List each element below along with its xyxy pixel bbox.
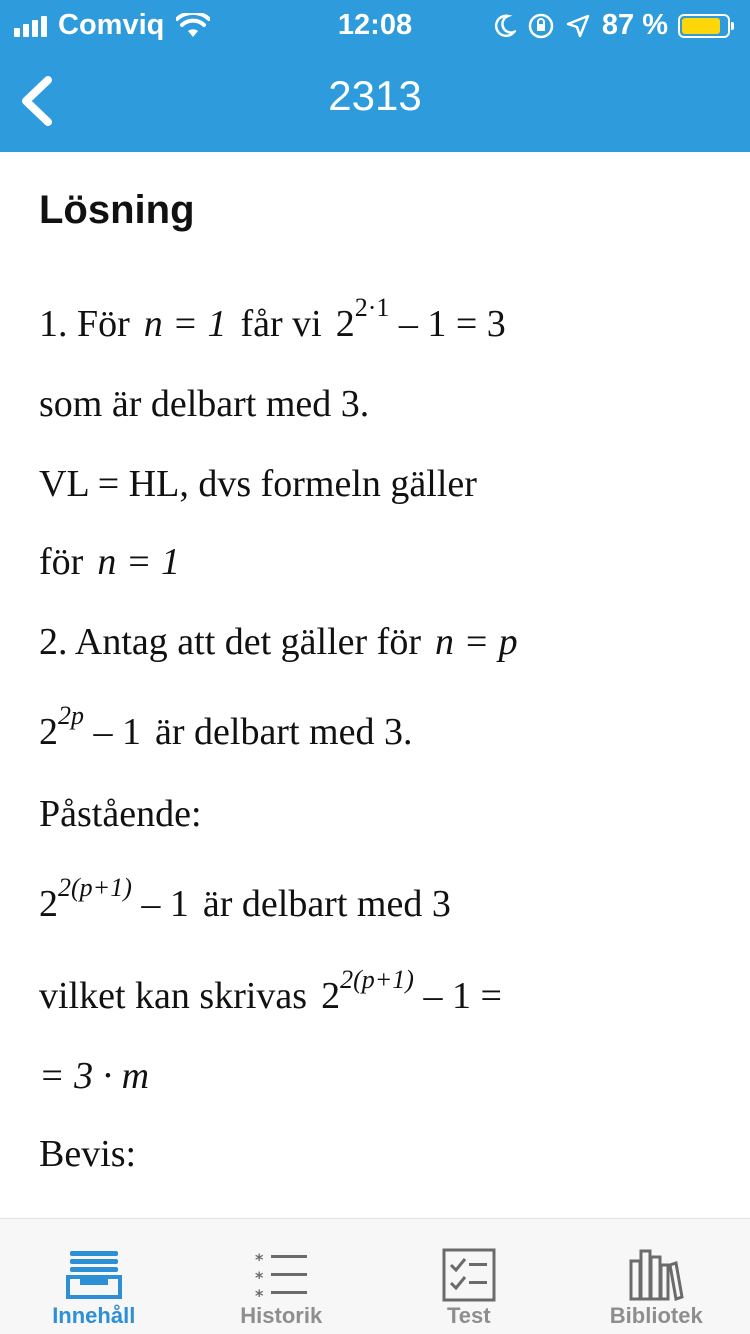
exponent: 2(p+1) bbox=[58, 873, 132, 903]
equation: – 1 = bbox=[423, 975, 502, 1017]
moon-icon bbox=[494, 14, 516, 38]
location-arrow-icon bbox=[566, 14, 590, 38]
line-2: som är delbart med 3. bbox=[39, 383, 370, 425]
line-11: Bevis: bbox=[39, 1133, 137, 1175]
equation: n = 1 bbox=[97, 541, 180, 583]
tab-label: Innehåll bbox=[52, 1303, 136, 1328]
line-6 bbox=[39, 701, 413, 754]
tab-innehall[interactable] bbox=[0, 1219, 188, 1334]
carrier-name: Comviq bbox=[58, 9, 165, 41]
text: 1. För bbox=[39, 303, 130, 345]
solution-content bbox=[0, 152, 750, 1218]
power-base: 2 bbox=[39, 711, 58, 753]
status-bar bbox=[0, 0, 750, 52]
exponent: 2·1 bbox=[354, 293, 390, 323]
svg-text:*: * bbox=[255, 1286, 264, 1303]
line-1 bbox=[39, 293, 506, 346]
text: är delbart med 3. bbox=[155, 711, 413, 753]
line-10 bbox=[39, 1054, 149, 1098]
line-5 bbox=[39, 620, 518, 664]
battery-fill bbox=[682, 18, 720, 34]
solution-heading: Lösning bbox=[39, 188, 195, 232]
app-header bbox=[0, 0, 750, 152]
power-base: 2 bbox=[335, 303, 355, 345]
power-base: 2 bbox=[321, 975, 341, 1017]
svg-text:*: * bbox=[255, 1268, 264, 1287]
inbox-tray-icon bbox=[66, 1247, 122, 1303]
power-base: 2 bbox=[39, 883, 58, 925]
checklist-icon bbox=[441, 1247, 497, 1303]
line-9 bbox=[39, 965, 502, 1018]
text: för bbox=[39, 541, 84, 583]
battery-icon bbox=[678, 14, 730, 38]
nav-bar bbox=[0, 52, 750, 152]
equation: – 1 = 3 bbox=[398, 303, 506, 345]
tab-bar bbox=[0, 1218, 750, 1334]
tab-label: Bibliotek bbox=[609, 1303, 703, 1328]
line-7: Påstående: bbox=[39, 793, 202, 835]
tab-label: Historik bbox=[240, 1303, 323, 1328]
tab-test[interactable] bbox=[375, 1219, 563, 1334]
status-time: 12:08 bbox=[337, 9, 413, 41]
svg-text:*: * bbox=[255, 1250, 264, 1269]
equation: = 3 · m bbox=[39, 1055, 150, 1097]
list-icon bbox=[253, 1247, 309, 1303]
equation: n = 1 bbox=[143, 303, 227, 345]
text: får vi bbox=[240, 303, 322, 345]
text: 2. Antag att det gäller för bbox=[39, 621, 421, 663]
line-8 bbox=[39, 873, 451, 926]
exponent: 2(p+1) bbox=[340, 965, 414, 995]
tab-bibliotek[interactable] bbox=[563, 1219, 750, 1334]
status-right bbox=[482, 9, 730, 42]
tab-historik[interactable] bbox=[188, 1219, 376, 1334]
battery-percent: 87 % bbox=[601, 9, 668, 41]
rotation-lock-icon bbox=[528, 13, 554, 39]
library-icon bbox=[628, 1247, 684, 1303]
text: är delbart med 3 bbox=[202, 883, 451, 925]
tab-label: Test bbox=[446, 1303, 491, 1328]
line-3: VL = HL, dvs formeln gäller bbox=[39, 463, 477, 505]
text: vilket kan skrivas bbox=[39, 975, 308, 1017]
equation: n = p bbox=[435, 621, 518, 663]
exponent: 2p bbox=[58, 701, 84, 731]
equation: – 1 bbox=[141, 883, 189, 925]
line-4 bbox=[39, 540, 180, 584]
equation: – 1 bbox=[93, 711, 141, 753]
page-title: 2313 bbox=[328, 72, 422, 119]
